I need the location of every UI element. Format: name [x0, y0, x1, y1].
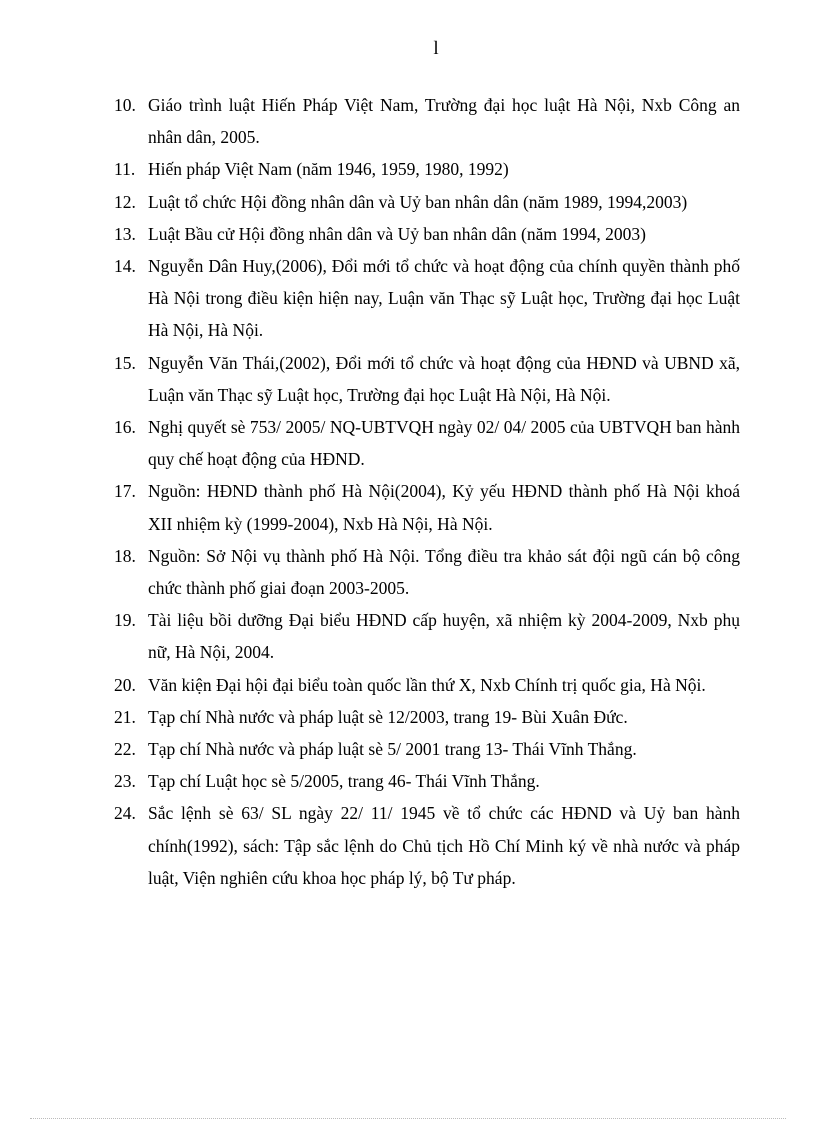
reference-item: [114, 765, 740, 797]
reference-number: 16.: [114, 417, 136, 438]
reference-number: 18.: [114, 545, 136, 566]
reference-text: Tạp chí Nhà nước và pháp luật sè 5/ 2001 trang 13- Thái Vĩnh Thắng.: [148, 739, 637, 760]
reference-number: 22.: [114, 739, 136, 760]
page-number: l: [433, 38, 439, 59]
reference-number: 10.: [114, 95, 136, 115]
reference-item: [114, 604, 740, 668]
reference-item: [114, 701, 740, 733]
reference-number: 17.: [114, 481, 136, 502]
reference-text: Tạp chí Nhà nước và pháp luật sè 12/2003, trang 19- Bùi Xuân Đức.: [148, 706, 628, 727]
reference-item: [114, 347, 740, 411]
reference-number: 23.: [114, 771, 136, 792]
reference-text: Giáo trình luật Hiến Pháp Việt Nam, Trường đại học luật Hà Nội, Nxb Công an nhân dân, 2005.: [148, 95, 740, 148]
reference-item: [114, 797, 740, 894]
reference-number: 15.: [114, 352, 136, 373]
reference-item: [114, 250, 740, 347]
reference-text: Tài liệu bồi dưỡng Đại biểu HĐND cấp huyện, xã nhiệm kỳ 2004-2009, Nxb phụ nữ, Hà Nội, 2004.: [148, 610, 740, 663]
reference-number: 21.: [114, 706, 136, 727]
reference-text: Tạp chí Luật học sè 5/2005, trang 46- Thái Vĩnh Thắng.: [148, 771, 540, 792]
reference-item: [114, 669, 740, 701]
page-bottom-divider: [30, 1118, 786, 1119]
reference-text: Hiến pháp Việt Nam (năm 1946, 1959, 1980, 1992): [148, 159, 509, 180]
reference-text: Luật Bầu cử Hội đồng nhân dân và Uỷ ban nhân dân (năm 1994, 2003): [148, 223, 646, 244]
reference-item: [114, 540, 740, 604]
reference-number: 12.: [114, 191, 136, 212]
reference-item: [114, 186, 740, 218]
reference-text: Văn kiện Đại hội đại biểu toàn quốc lần thứ X, Nxb Chính trị quốc gia, Hà Nội.: [148, 674, 706, 695]
reference-item: [114, 218, 740, 250]
reference-list: [114, 89, 740, 894]
reference-number: 14.: [114, 256, 136, 277]
reference-text: Luật tổ chức Hội đồng nhân dân và Uỷ ban nhân dân (năm 1989, 1994,2003): [148, 191, 688, 212]
reference-item: [114, 411, 740, 475]
reference-number: 19.: [114, 610, 136, 631]
reference-item: [114, 733, 740, 765]
reference-number: 20.: [114, 674, 136, 695]
reference-text: Nghị quyết sè 753/ 2005/ NQ-UBTVQH ngày 02/ 04/ 2005 của UBTVQH ban hành quy chế hoạt động của HĐND.: [148, 417, 740, 470]
reference-number: 24.: [114, 803, 136, 824]
reference-item: [114, 475, 740, 539]
reference-item: [114, 89, 740, 153]
reference-text: Nguồn: Sở Nội vụ thành phố Hà Nội. Tổng điều tra khảo sát đội ngũ cán bộ công chức thành phố giai đoạn 2003-2005.: [148, 545, 740, 599]
reference-text: Nguyễn Văn Thái,(2002), Đổi mới tổ chức và hoạt động của HĐND và UBND xã, Luận văn Thạc sỹ Luật học, Trường đại học Luật Hà Nội, Hà Nội.: [148, 352, 740, 405]
reference-text: Nguyễn Dân Huy,(2006), Đổi mới tổ chức và hoạt động của chính quyền thành phố Hà Nội trong điều kiện hiện nay, Luận văn Thạc sỹ Luật học, Trường đại học Luật Hà Nội, Hà Nội.: [148, 256, 740, 341]
reference-text: Nguồn: HĐND thành phố Hà Nội(2004), Kỷ yếu HĐND thành phố Hà Nội khoá XII nhiệm kỳ (1999-2004), Nxb Hà Nội, Hà Nội.: [148, 481, 740, 534]
reference-item: [114, 153, 740, 185]
reference-text: Sắc lệnh sè 63/ SL ngày 22/ 11/ 1945 về tổ chức các HĐND và Uỷ ban hành chính(1992), sách: Tập sắc lệnh do Chủ tịch Hồ Chí Minh ký về nhà nước và pháp luật, Viện nghiên cứu khoa học pháp lý, bộ Tư pháp.: [148, 803, 740, 888]
reference-number: 13.: [114, 223, 136, 244]
reference-number: 11.: [114, 159, 136, 180]
